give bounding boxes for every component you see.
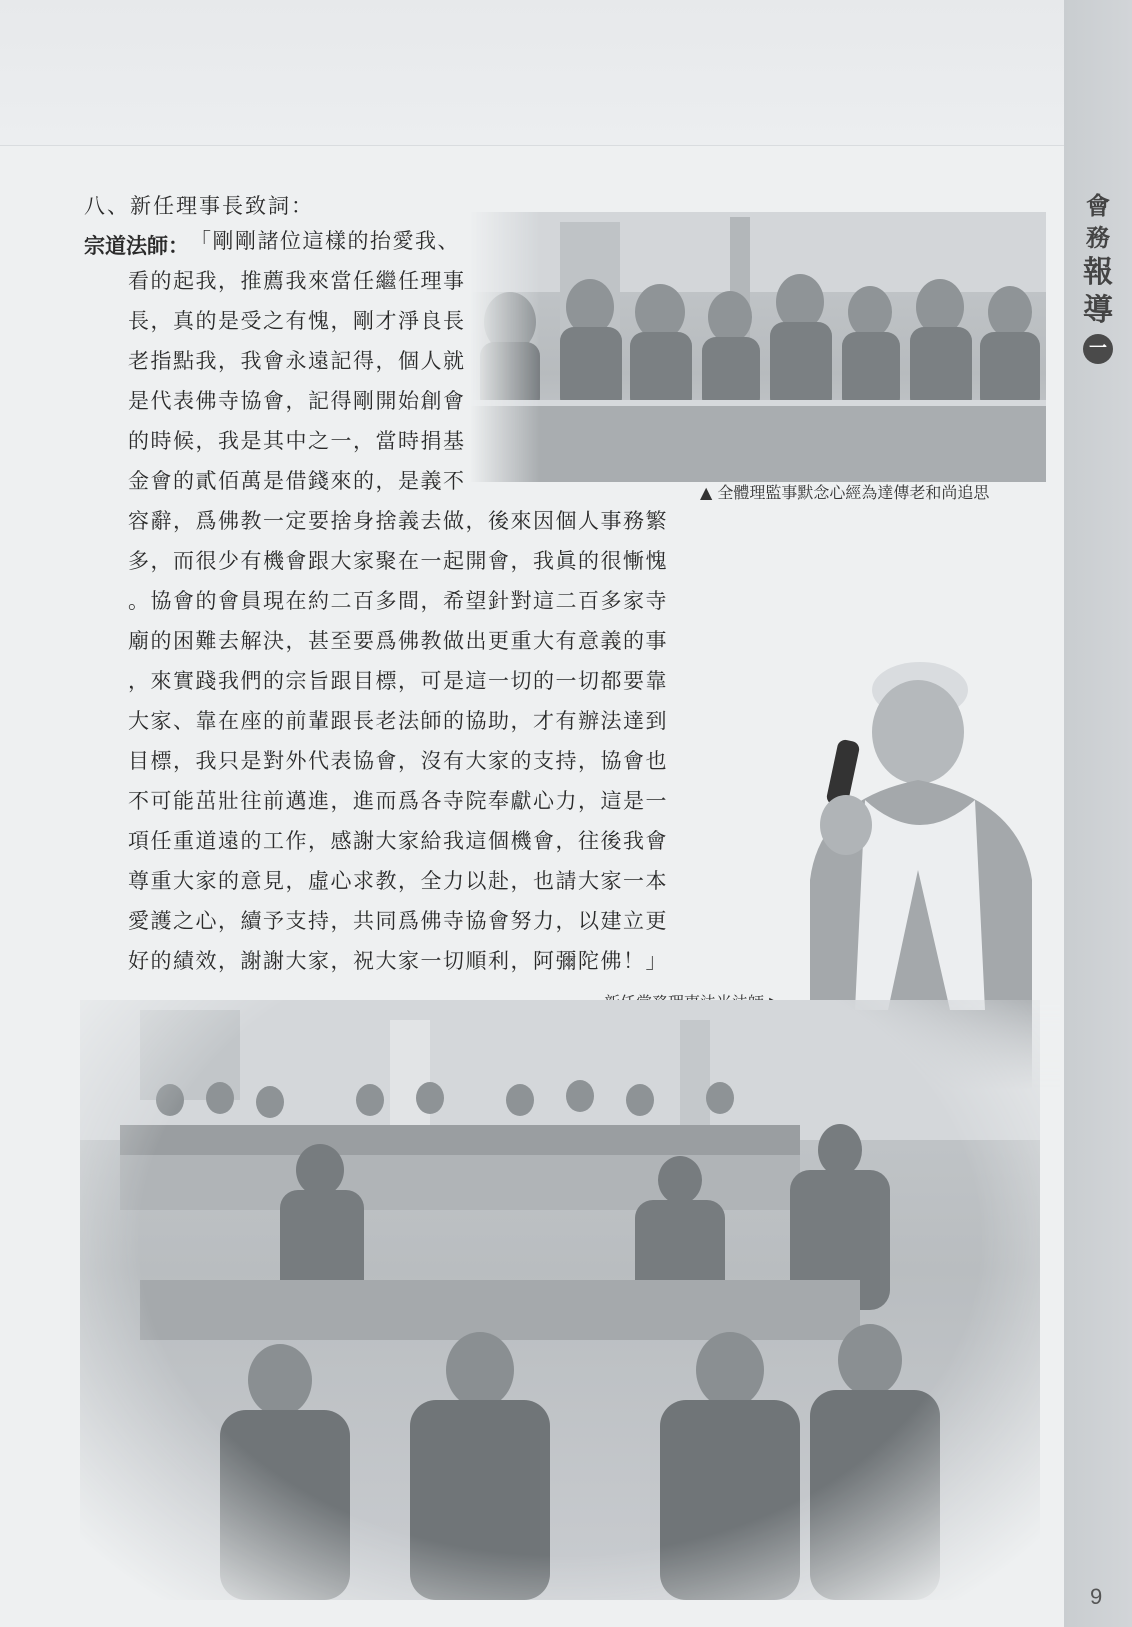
page-number: 9 — [1090, 1584, 1103, 1609]
top-band — [0, 0, 1064, 146]
speech-line: 多，而很少有機會跟大家聚在一起開會，我眞的很慚愧 — [128, 549, 668, 573]
section-label-char-4: 導 — [1083, 293, 1113, 328]
speech-line: 老指點我，我會永遠記得，個人就 — [128, 349, 466, 373]
speech-line: 不可能茁壯往前邁進，進而爲各寺院奉獻心力，這是一 — [128, 789, 668, 813]
section-label-char-3: 報 — [1083, 255, 1113, 290]
speech-line: 容辭，爲佛教一定要捨身捨義去做，後來因個人事務繁 — [128, 509, 668, 533]
section-title: 八、新任理事長致詞： — [84, 194, 314, 218]
speech-line: 「剛剛諸位這樣的抬愛我、 — [190, 229, 460, 253]
section-number-badge: 一 — [1083, 334, 1113, 364]
section-label-char-2: 務 — [1086, 224, 1110, 252]
speaker-name: 宗道法師： — [84, 234, 189, 258]
speech-line: 大家、靠在座的前輩跟長老法師的協助，才有辦法達到 — [128, 709, 668, 733]
photo-meeting — [80, 1000, 1040, 1600]
speech-line: 長，真的是受之有愧，剛才淨良長 — [128, 309, 466, 333]
caption-group-prayer: ▲ 全體理監事默念心經為達傳老和尚追思 — [700, 483, 990, 502]
speech-line: 好的績效，謝謝大家，祝大家一切順利，阿彌陀佛！」 — [128, 949, 668, 973]
speech-line: 的時候，我是其中之一，當時捐基 — [128, 429, 466, 453]
speech-line: 項任重道遠的工作，感謝大家給我這個機會，往後我會 — [128, 829, 668, 853]
photo-group-prayer — [470, 212, 1046, 482]
speech-line: 金會的貳佰萬是借錢來的，是義不 — [128, 469, 466, 493]
speech-line: 。協會的會員現在約二百多間，希望針對這二百多家寺 — [128, 589, 668, 613]
speech-line: ，來實踐我們的宗旨跟目標，可是這一切的一切都要靠 — [128, 669, 668, 693]
speech-line: 是代表佛寺協會，記得剛開始創會 — [128, 389, 466, 413]
speech-line: 廟的困難去解決，甚至要爲佛教做出更重大有意義的事 — [128, 629, 668, 653]
speech-line: 目標，我只是對外代表協會，沒有大家的支持，協會也 — [128, 749, 668, 773]
speech-line: 愛護之心，續予支持，共同爲佛寺協會努力，以建立更 — [128, 909, 668, 933]
section-label — [1064, 190, 1132, 364]
speech-line: 看的起我，推薦我來當任繼任理事 — [128, 269, 466, 293]
section-label-char-1: 會 — [1086, 192, 1110, 220]
speech-line: 尊重大家的意見，虛心求教，全力以赴，也請大家一本 — [128, 869, 668, 893]
